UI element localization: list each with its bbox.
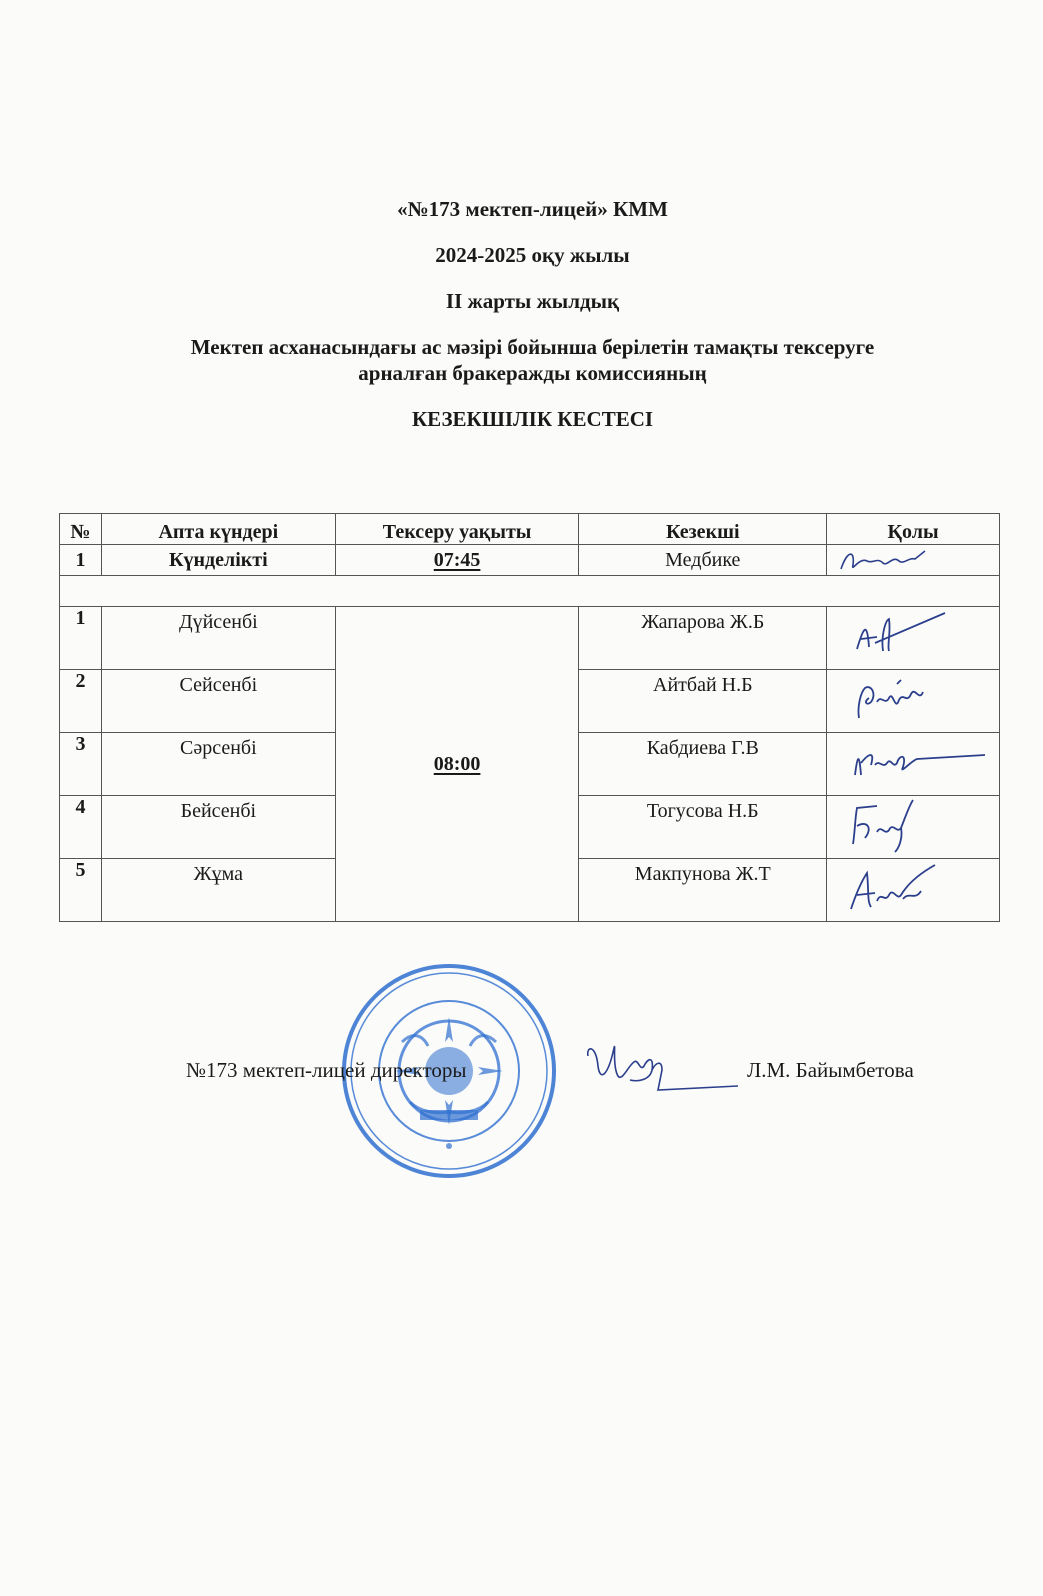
weekly-time: 08:00 [335,607,579,922]
purpose-line-1: Мектеп асханасындағы ас мәзірі бойынша берілетін тамақты тексеруге [190,335,875,359]
row-duty: Айтбай Н.Б [579,670,827,733]
daily-day: Күнделікті [101,545,335,576]
daily-signature [827,545,1000,576]
org-line: «№173 мектеп-лицей» КММ [397,197,668,221]
header-num: № [60,514,102,545]
purpose-line-2: арналған бракеражды комиссияның [358,361,707,385]
row-day: Жұма [101,859,335,922]
header-sign: Қолы [827,514,1000,545]
table-spacer-row [60,576,1000,607]
signature-icon [837,672,947,724]
director-name: Л.М. Байымбетова [747,1058,914,1082]
row-signature [827,670,1000,733]
row-signature [827,796,1000,859]
row-day: Сәрсенбі [101,733,335,796]
row-day: Бейсенбі [101,796,335,859]
row-num: 5 [60,859,102,922]
signature-icon [837,861,947,917]
director-title: №173 мектеп-лицей директоры [186,1058,467,1082]
row-num: 3 [60,733,102,796]
daily-duty: Медбике [579,545,827,576]
row-day: Дүйсенбі [101,607,335,670]
header-duty: Кезекші [579,514,827,545]
row-signature [827,607,1000,670]
signature-icon [837,547,927,575]
half-year-line: ІІ жарты жылдық [445,289,620,313]
header-time: Тексеру уақыты [335,514,579,545]
row-num: 4 [60,796,102,859]
document-heading [60,196,1005,432]
row-num: 2 [60,670,102,733]
year-line: 2024-2025 оқу жылы [435,243,630,267]
header-day: Апта күндері [101,514,335,545]
table-header-row [60,514,1000,545]
row-signature [827,733,1000,796]
row-day: Сейсенбі [101,670,335,733]
director-signature-line [0,1058,1043,1098]
duty-schedule-table [59,513,1000,922]
daily-time: 07:45 [335,545,579,576]
signature-icon [837,798,947,854]
table-row-daily [60,545,1000,576]
row-duty: Тогусова Н.Б [579,796,827,859]
signature-icon [837,735,987,787]
row-duty: Макпунова Ж.Т [579,859,827,922]
daily-num: 1 [60,545,102,576]
director-signature-icon [578,1036,738,1106]
row-duty: Жапарова Ж.Б [579,607,827,670]
row-signature [827,859,1000,922]
row-num: 1 [60,607,102,670]
document-title: КЕЗЕКШІЛІК КЕСТЕСІ [411,407,654,431]
row-duty: Кабдиева Г.В [579,733,827,796]
signature-icon [837,609,947,661]
table-row [60,607,1000,670]
